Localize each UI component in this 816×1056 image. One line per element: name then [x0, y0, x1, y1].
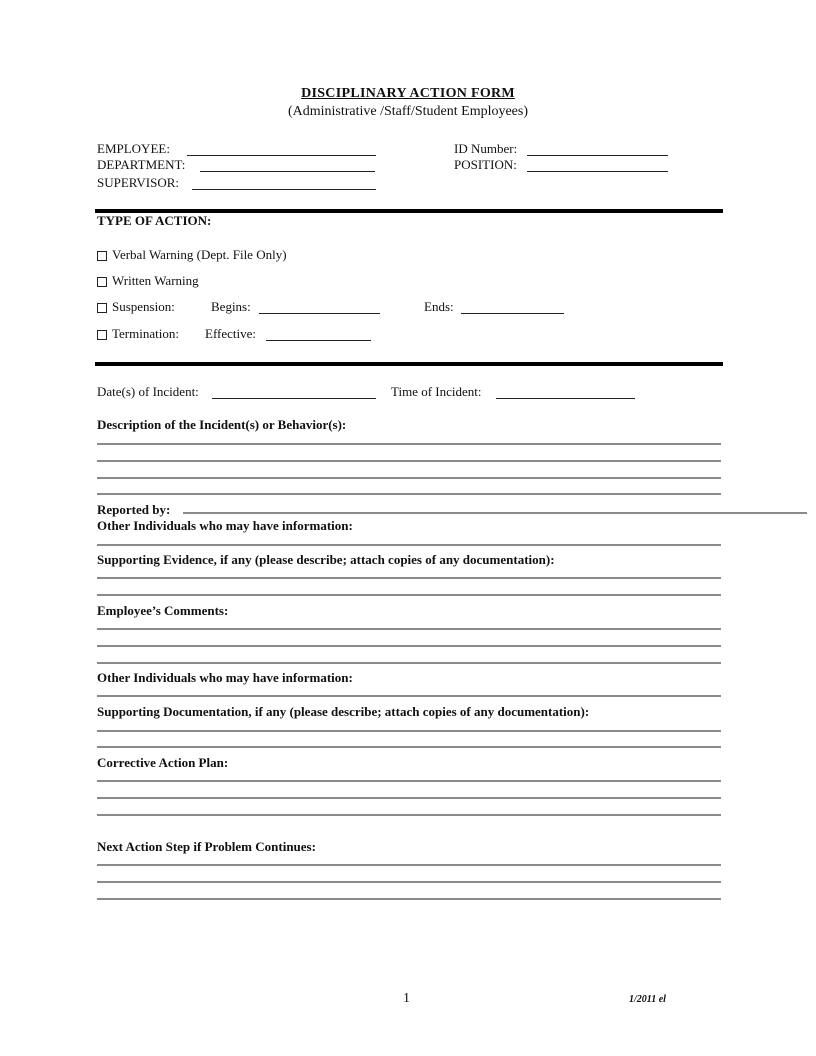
description-heading: Description of the Incident(s) or Behavior(s):: [97, 417, 347, 432]
other-individuals-heading: Other Individuals who may have information:: [97, 518, 353, 533]
other-individuals-line[interactable]: [97, 544, 721, 546]
written-warning-label: Written Warning: [112, 273, 199, 288]
verbal-warning-label: Verbal Warning (Dept. File Only): [112, 247, 287, 262]
description-line[interactable]: [97, 443, 721, 445]
next-action-heading: Next Action Step if Problem Continues:: [97, 839, 316, 854]
description-line[interactable]: [97, 460, 721, 462]
revision-note: 1/2011 el: [629, 994, 666, 1005]
incident-dates-field[interactable]: [212, 398, 376, 399]
employee-label: EMPLOYEE:: [97, 141, 170, 156]
next-action-line[interactable]: [97, 881, 721, 883]
department-field[interactable]: [200, 171, 375, 172]
effective-label: Effective:: [205, 326, 257, 341]
type-of-action-heading: TYPE OF ACTION:: [97, 213, 212, 228]
corrective-action-line[interactable]: [97, 814, 721, 816]
next-action-line[interactable]: [97, 898, 721, 900]
employee-comments-line[interactable]: [97, 645, 721, 647]
department-label: DEPARTMENT:: [97, 157, 186, 172]
supporting-evidence-heading: Supporting Evidence, if any (please describe; attach copies of any documentation):: [97, 552, 555, 567]
position-field[interactable]: [527, 171, 668, 172]
suspension-checkbox[interactable]: [97, 303, 107, 313]
description-line[interactable]: [97, 477, 721, 479]
ends-field[interactable]: [461, 313, 564, 314]
position-label: POSITION:: [454, 157, 517, 172]
incident-dates-label: Date(s) of Incident:: [97, 384, 199, 399]
supporting-documentation-line[interactable]: [97, 746, 721, 748]
corrective-action-line[interactable]: [97, 797, 721, 799]
begins-label: Begins:: [211, 299, 251, 314]
corrective-action-line[interactable]: [97, 780, 721, 782]
termination-label: Termination:: [112, 326, 179, 341]
supporting-documentation-line[interactable]: [97, 730, 721, 732]
supervisor-label: SUPERVISOR:: [97, 175, 180, 190]
other-individuals-heading-2: Other Individuals who may have information:: [97, 670, 353, 685]
other-individuals-line[interactable]: [97, 695, 721, 697]
supporting-evidence-line[interactable]: [97, 577, 721, 579]
description-line[interactable]: [97, 493, 721, 495]
verbal-warning-checkbox[interactable]: [97, 251, 107, 261]
employee-comments-heading: Employee’s Comments:: [97, 603, 229, 618]
ends-label: Ends:: [424, 299, 454, 314]
suspension-label: Suspension:: [112, 299, 175, 314]
supporting-documentation-heading: Supporting Documentation, if any (please describe; attach copies of any documentation):: [97, 704, 590, 719]
next-action-line[interactable]: [97, 864, 721, 866]
id-number-label: ID Number:: [454, 141, 518, 156]
effective-field[interactable]: [266, 340, 371, 341]
employee-comments-line[interactable]: [97, 662, 721, 664]
id-number-field[interactable]: [527, 155, 668, 156]
begins-field[interactable]: [259, 313, 380, 314]
supporting-evidence-line[interactable]: [97, 594, 721, 596]
form-subtitle: (Administrative /Staff/Student Employees): [287, 104, 529, 119]
reported-by-field[interactable]: [183, 512, 807, 514]
reported-by-label: Reported by:: [97, 502, 171, 517]
written-warning-checkbox[interactable]: [97, 277, 107, 287]
corrective-action-heading: Corrective Action Plan:: [97, 755, 229, 770]
form-title: DISCIPLINARY ACTION FORM: [301, 86, 515, 101]
section-divider: [95, 362, 723, 366]
termination-checkbox[interactable]: [97, 330, 107, 340]
incident-time-label: Time of Incident:: [391, 384, 482, 399]
employee-comments-line[interactable]: [97, 628, 721, 630]
supervisor-field[interactable]: [192, 189, 376, 190]
employee-field[interactable]: [187, 155, 376, 156]
page-number: 1: [403, 991, 410, 1006]
incident-time-field[interactable]: [496, 398, 635, 399]
